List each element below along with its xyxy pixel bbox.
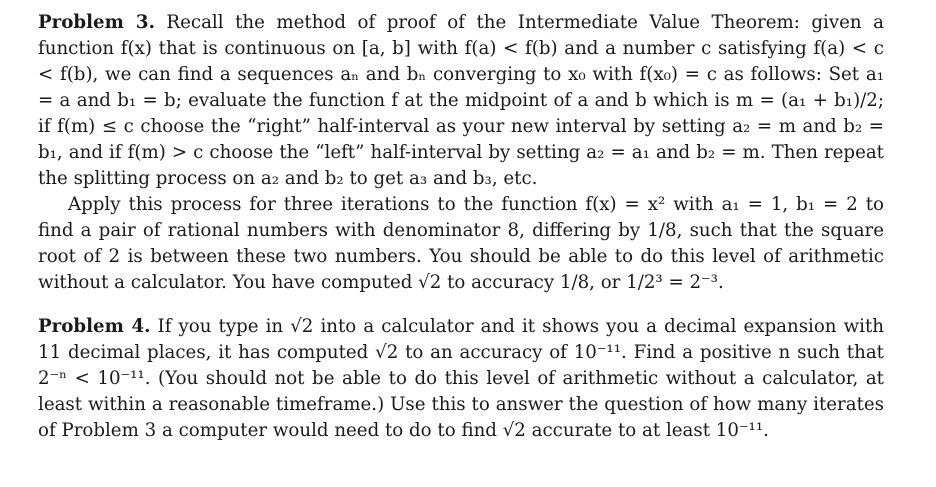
problem-3-paragraph-1 [38, 10, 884, 192]
problem-3-label: Problem 3. [38, 12, 155, 33]
problem-4-paragraph [38, 314, 884, 444]
problem-3-text: Recall the method of proof of the Intermediate Value Theorem: given a function f(x) that is continuous on [a, b] with f(a) < f(b) and a number c satisfying f(a) < c < f(b), we can find a sequences aₙ and bₙ converging to x₀ with f(x₀) = c as follows: Set a₁ = a and b₁ = b; evaluate the function f at the midpoint of a and b which is m = (a₁ + b₁)/2; if f(m) ≤ c choose the “right” half-interval as your new interval by setting a₂ = m and b₂ = b₁, and if f(m) > c choose the “left” half-interval by setting a₂ = a₁ and b₂ = m. Then repeat the splitting process on a₂ and b₂ to get a₃ and b₃, etc. [38, 12, 884, 189]
problem-4-text: If you type in √2 into a calculator and it shows you a decimal expansion with 11 decimal places, it has computed √2 to an accuracy of 10⁻¹¹. Find a positive n such that 2⁻ⁿ < 10⁻¹¹. (You should not be able to do this level of arithmetic without a calculator, at least within a reasonable timeframe.) Use this to answer the question of how many iterates of Problem 3 a computer would need to do to find √2 accurate to at least 10⁻¹¹. [38, 316, 884, 441]
problem-4-label: Problem 4. [38, 316, 151, 337]
problem-3-paragraph-2: Apply this process for three iterations to the function f(x) = x² with a₁ = 1, b₁ = 2 to find a pair of rational numbers with denominator 8, differing by 1/8, such that the square root of 2 is between these two numbers. You should be able to do this level of arithmetic without a calculator. You have computed √2 to accuracy 1/8, or 1/2³ = 2⁻³. [38, 194, 884, 293]
document-page [38, 10, 884, 444]
